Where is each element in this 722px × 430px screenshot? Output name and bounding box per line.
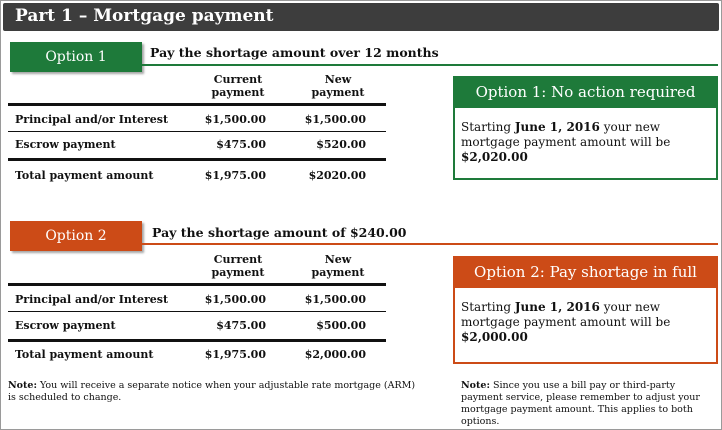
option-2-row-total-label: Total payment amount <box>15 348 154 361</box>
option-2-description: Pay the shortage amount of $240.00 <box>152 225 407 240</box>
option-2-total-rule <box>8 339 386 342</box>
option-2-summary-box <box>453 256 718 364</box>
option-2-rule <box>142 243 718 245</box>
option-2-new-header: New payment <box>311 253 365 279</box>
option-1-row-escrow-current: $475.00 <box>216 138 266 151</box>
option-1-row-total-current: $1,975.00 <box>204 169 266 182</box>
option-1-row-escrow-new: $520.00 <box>316 138 366 151</box>
option-2-row-divider <box>8 311 386 312</box>
option-2-summary-date: June 1, 2016 <box>514 300 600 314</box>
option-1-description: Pay the shortage amount over 12 months <box>150 45 439 60</box>
part-header <box>3 3 719 31</box>
option-2-row-principal-current: $1,500.00 <box>204 293 266 306</box>
option-1-table-top-rule <box>8 103 386 106</box>
option-1-row-principal-label: Principal and/or Interest <box>15 113 169 126</box>
arm-note-label: Note: <box>8 380 37 391</box>
option-2-row-escrow-current: $475.00 <box>216 319 266 332</box>
option-1-row-escrow-label: Escrow payment <box>15 138 116 151</box>
option-1-new-header: New payment <box>311 73 365 99</box>
option-2-row-total-current: $1,975.00 <box>204 348 266 361</box>
option-2-tab: Option 2 <box>10 221 142 251</box>
bill-pay-note-text: Since you use a bill pay or third-party payment service, please remember to adjust your mortgage payment amount. This applies to both options. <box>461 380 700 427</box>
option-1-row-total-label: Total payment amount <box>15 169 154 182</box>
bill-pay-note <box>461 380 716 428</box>
option-2-table-top-rule <box>8 283 386 286</box>
option-2-row-principal-label: Principal and/or Interest <box>15 293 169 306</box>
option-1-current-header: Current payment <box>211 73 265 99</box>
bill-pay-note-label: Note: <box>461 380 490 391</box>
option-2-summary-amount: $2,000.00 <box>461 330 528 344</box>
option-2-row-total-new: $2,000.00 <box>304 348 366 361</box>
option-2-summary-title: Option 2: Pay shortage in full <box>455 258 716 288</box>
option-1-summary-box <box>453 76 718 180</box>
option-1-tab: Option 1 <box>10 42 142 72</box>
option-2-row-escrow-label: Escrow payment <box>15 319 116 332</box>
arm-note <box>8 380 418 404</box>
option-1-total-rule <box>8 158 386 161</box>
option-1-rule <box>142 64 718 66</box>
option-1-summary-text: Starting June 1, 2016 your new mortgage payment amount will be $2,020.00 <box>461 120 671 164</box>
option-1-row-total-new: $2020.00 <box>308 169 366 182</box>
option-1-row-divider <box>8 131 386 132</box>
part-title: Part 1 – Mortgage payment <box>15 6 274 26</box>
option-1-summary-amount: $2,020.00 <box>461 150 528 164</box>
option-1-row-principal-current: $1,500.00 <box>204 113 266 126</box>
option-2-summary-text: Starting June 1, 2016 your new mortgage payment amount will be $2,000.00 <box>461 300 671 344</box>
arm-note-text: You will receive a separate notice when your adjustable rate mortgage (ARM) is scheduled to change. <box>8 380 416 403</box>
option-1-summary-date: June 1, 2016 <box>514 120 600 134</box>
option-1-row-principal-new: $1,500.00 <box>304 113 366 126</box>
option-2-current-header: Current payment <box>211 253 265 279</box>
option-2-row-principal-new: $1,500.00 <box>304 293 366 306</box>
option-1-summary-title: Option 1: No action required <box>455 78 716 108</box>
option-2-row-escrow-new: $500.00 <box>316 319 366 332</box>
